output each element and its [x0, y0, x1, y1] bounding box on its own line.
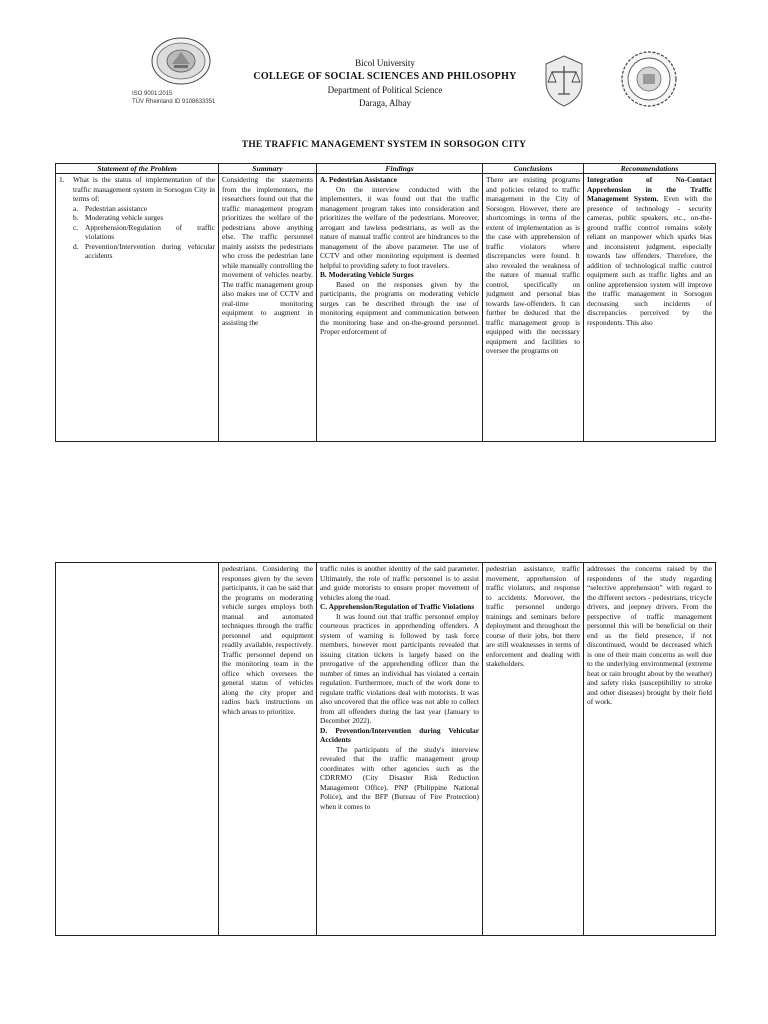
- column-header-conclusions: Conclusions: [483, 164, 584, 174]
- department-name: Department of Political Science: [327, 85, 443, 95]
- bicol-university-seal-logo: [150, 36, 212, 86]
- findings-text-d: The participants of the study's interview revealed that the traffic management group coordinates with other agencies such as the CDRRMO (City Disaster Risk Reduction Management Office), PNP (Philippine National Police), and the BFP (Bureau of Fire Protection) when it comes to: [320, 744, 479, 811]
- column-header-summary: Summary: [219, 164, 317, 174]
- conclusions-text: There are existing programs and policies related to traffic management in the City of Sorsogon. However, there are shortcomings in terms of the extent of implementation as is the case with apprehension of traffic violators where discrepancies were found. It also revealed the weakness of the nature of manual traffic control, specifically on judgment and personal bias towards law-offenders. It can further be deduced that the traffic management group is equipped with the necessary equipment and facilities to oversee the programs on: [486, 175, 580, 355]
- table-row: [56, 563, 716, 936]
- problem-item: Pedestrian assistance: [85, 203, 148, 213]
- conclusions-cell: [483, 563, 584, 936]
- problem-statement: What is the status of implementation of the traffic management system in Sorsogon City in terms of:: [73, 175, 215, 203]
- iso-certification: [132, 90, 215, 106]
- recommendations-text: Even with the presence of technology - security cameras, public speakers, etc., on-the-ground traffic control remains solely reliant on manpower which sparks bias and inconsistent judgment, especially towards law offenders. Therefore, the addition of technological traffic control equipment such as traffic lights and an online apprehension system will improve the traffic management in Sorsogon decreasing such incidents of discrepancies perceived by the respondents. This also: [587, 194, 712, 327]
- matrix-table-part-1: [55, 163, 716, 442]
- conclusions-text: pedestrian assistance, traffic movement, apprehension of traffic violators, and response to accidents. Moreover, the traffic personnel undergo trainings and seminars before deployment and throughout the course of their jobs, but there are still weaknesses in terms of enforcement and dealing with stakeholders.: [486, 564, 580, 668]
- campus-location: Daraga, Albay: [359, 98, 411, 108]
- findings-text-a: On the interview conducted with the implementers, it was found out that the traffic management program takes into consideration and prioritizes the welfare of the pedestrians. Moreover, arrogant and lawless pedestrians, as well as the nature of manual traffic control are hindrances to the management of the above parameter. The use of CCTV and other monitoring equipment is deemed helpful to providing safety to foot travelers.: [320, 184, 479, 270]
- findings-heading-d: D. Prevention/Intervention during Vehicular Accidents: [320, 725, 479, 744]
- item-num: c.: [73, 222, 79, 232]
- problem-item: Prevention/Intervention during vehicular accidents: [85, 241, 215, 260]
- summary-text: Considering the statements from the implementers, the researchers found out that the traffic management program prioritizes the welfare of the pedestrians above anything else. The traffic personnel mainly assists the pedestrians who cross the pedestrian lane while manually controlling the movement of vehicles nearby. The traffic management group also makes use of CCTV and real-time monitoring equipment to augment in assisting the: [222, 175, 313, 327]
- recommendations-cell: [584, 174, 716, 442]
- findings-text-c: It was found out that traffic personnel employ courteous practices in apprehending offenders. A system of warning is followed by task force members, however most participants revealed that issuing citation tickets is largely based on the prerogative of the apprehending officer than the number of times an individual has violated a certain regulation. Furthermore, much of the work done to regulate traffic violations deal with motorists. It was also uncovered that the office was not able to collect from all offenders during the last year (January to December 2022).: [320, 611, 479, 725]
- college-name: COLLEGE OF SOCIAL SCIENCES AND PHILOSOPHY: [253, 71, 517, 82]
- iso-line-1: ISO 9001:2015: [132, 91, 173, 97]
- matrix-table-part-2: [55, 562, 716, 936]
- recommendation-heading: Integration of No-Contact Apprehension in the Traffic Management System.: [587, 175, 712, 203]
- problem-item: Moderating vehicle surges: [85, 213, 164, 222]
- problem-cell: [56, 174, 219, 442]
- findings-heading-b: B. Moderating Vehicle Surges: [320, 270, 414, 279]
- recommendations-text: addresses the concerns raised by the respondents of the study regarding “selective apprehension” with regard to the different sectors - pedestrians, tricycle drivers, and jeepney drivers. From the perspective of traffic management personnel this will be beneficial on their end as the field presence, if not discontinued, would be decreased which is one of their main concerns as well due to the underlying environmental (extreme heat or rain brought about by the weather) and safety risks (susceptibility to stroke and other diseases) brought by their field of work.: [587, 564, 712, 706]
- column-header-findings: Findings: [317, 164, 483, 174]
- findings-heading-c: C. Apprehension/Regulation of Traffic Violations: [320, 602, 475, 611]
- summary-cell: [219, 174, 317, 442]
- recommendations-cell: [584, 563, 716, 936]
- findings-cell: [317, 174, 483, 442]
- item-num: b.: [73, 213, 79, 222]
- table-row: [56, 174, 716, 442]
- problem-item: Apprehension/Regulation of traffic violations: [85, 222, 215, 241]
- findings-cell: [317, 563, 483, 936]
- findings-text-b: Based on the responses given by the participants, the programs on moderating vehicle surges can be described through the use of monitoring equipment and communication between the monitoring base and on-the-ground personnel. Proper enforcement of: [320, 279, 479, 336]
- item-num: a.: [73, 203, 79, 213]
- problem-cell-empty: [56, 563, 219, 936]
- college-seal-logo: [538, 52, 590, 108]
- column-header-problem: Statement of the Problem: [56, 164, 219, 174]
- findings-text-b-continued: traffic rules is another identity of the said parameter. Ultimately, the role of traffic personnel is to assist and guide motorists to ensure proper movement of vehicles along the road.: [320, 564, 479, 602]
- problem-number: 1.: [59, 175, 65, 184]
- university-name: Bicol University: [355, 58, 415, 68]
- findings-heading-a: A. Pedestrian Assistance: [320, 175, 397, 184]
- column-header-recommendations: Recommendations: [584, 164, 716, 174]
- item-num: d.: [73, 241, 79, 251]
- table-header-row: [56, 164, 716, 174]
- summary-cell: [219, 563, 317, 936]
- summary-text: pedestrians. Considering the responses given by the seven participants, it can be said that the programs on moderating vehicle surges employs both manual and automated techniques through the traffic personnel and equipment readily available, respectively. Traffic personnel depend on the monitoring team in the office which oversees the general status of vehicles along the city proper and radios back instructions on which areas to prioritize.: [222, 564, 313, 716]
- iso-line-2: TÜV Rheinland ID 9108633351: [132, 99, 216, 105]
- conclusions-cell: [483, 174, 584, 442]
- document-title: THE TRAFFIC MANAGEMENT SYSTEM IN SORSOGON CITY: [241, 140, 527, 150]
- department-seal-logo: [620, 50, 678, 108]
